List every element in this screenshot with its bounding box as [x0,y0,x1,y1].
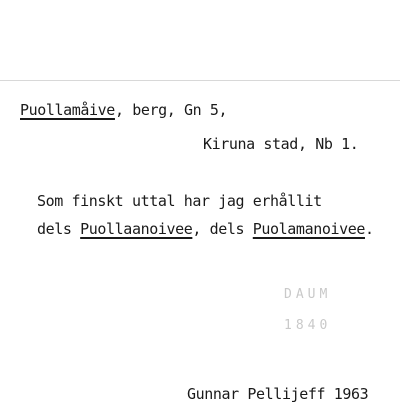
faded-stamp-top: DAUM [284,287,332,302]
variant-1: Puollaanoivee [80,220,193,238]
body-line-2-end: . [364,220,374,238]
variant-2: Puolamanoivee [252,220,365,238]
headword: Puollamåive [20,101,115,119]
body-text-line-1: Som finskt uttal har jag erhållit [37,192,322,210]
body-text-line-2 [37,220,374,238]
headword-line [20,101,227,119]
location-line: Kiruna stad, Nb 1. [203,135,359,153]
faded-stamp-bottom: 1840 [284,318,332,333]
body-line-2-prefix: dels [37,220,81,238]
card-top-rule [0,80,400,81]
headword-details: , berg, Gn 5, [114,101,228,119]
signature-line: Gunnar Pellijeff 1963 [187,385,369,403]
body-line-2-middle: , dels [192,220,253,238]
